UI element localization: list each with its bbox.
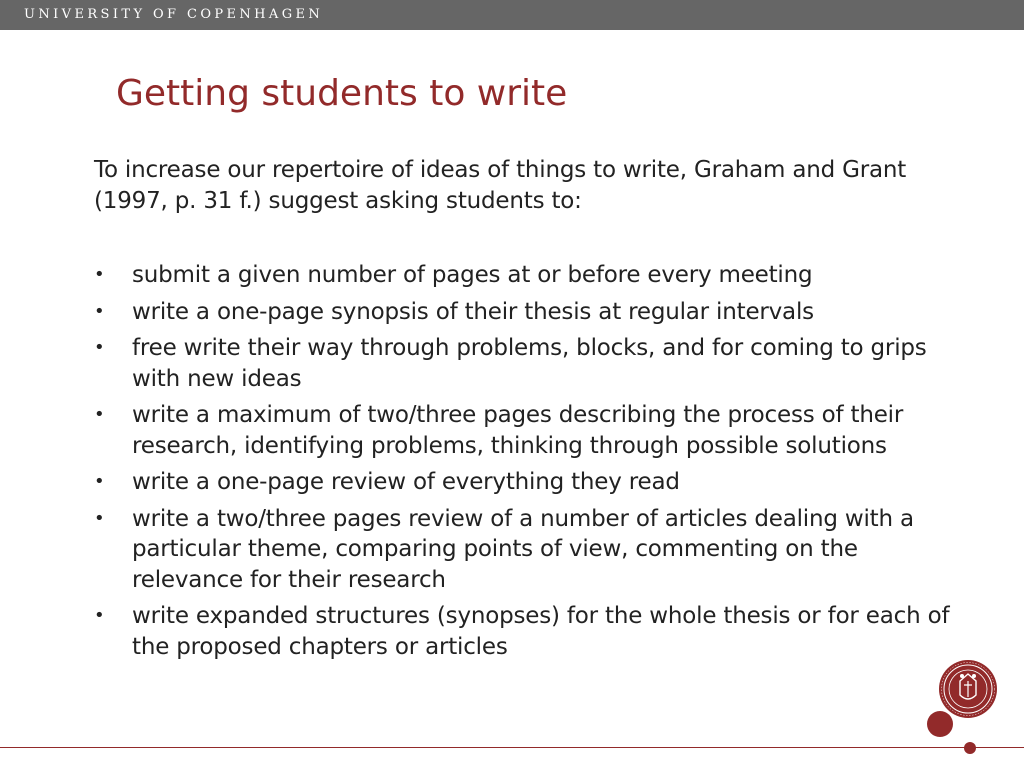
bullet-item: • write expanded structures (synopses) for the whole thesis or for each of the proposed chapters or articles [94, 601, 954, 662]
decorative-dot-large [927, 711, 953, 737]
university-seal-icon [938, 659, 998, 719]
decorative-dot-small [964, 742, 976, 754]
bullet-item: • write a maximum of two/three pages describing the process of their research, identifying problems, thinking through possible solutions [94, 400, 954, 461]
bullet-list [94, 260, 954, 668]
footer-line [0, 747, 1024, 748]
header-bar [0, 0, 1024, 30]
bullet-item: • free write their way through problems, blocks, and for coming to grips with new ideas [94, 333, 954, 394]
bullet-item: • write a one-page synopsis of their thesis at regular intervals [94, 297, 954, 328]
bullet-item: • write a one-page review of everything they read [94, 467, 954, 498]
bullet-item: • submit a given number of pages at or before every meeting [94, 260, 954, 291]
slide-title: Getting students to write [116, 73, 568, 114]
intro-paragraph: To increase our repertoire of ideas of things to write, Graham and Grant (1997, p. 31 f.) suggest asking students to: [94, 157, 907, 214]
institution-name: UNIVERSITY OF COPENHAGEN [24, 7, 324, 22]
bullet-item: • write a two/three pages review of a number of articles dealing with a particular theme, comparing points of view, commenting on the relevance for their research [94, 504, 954, 596]
